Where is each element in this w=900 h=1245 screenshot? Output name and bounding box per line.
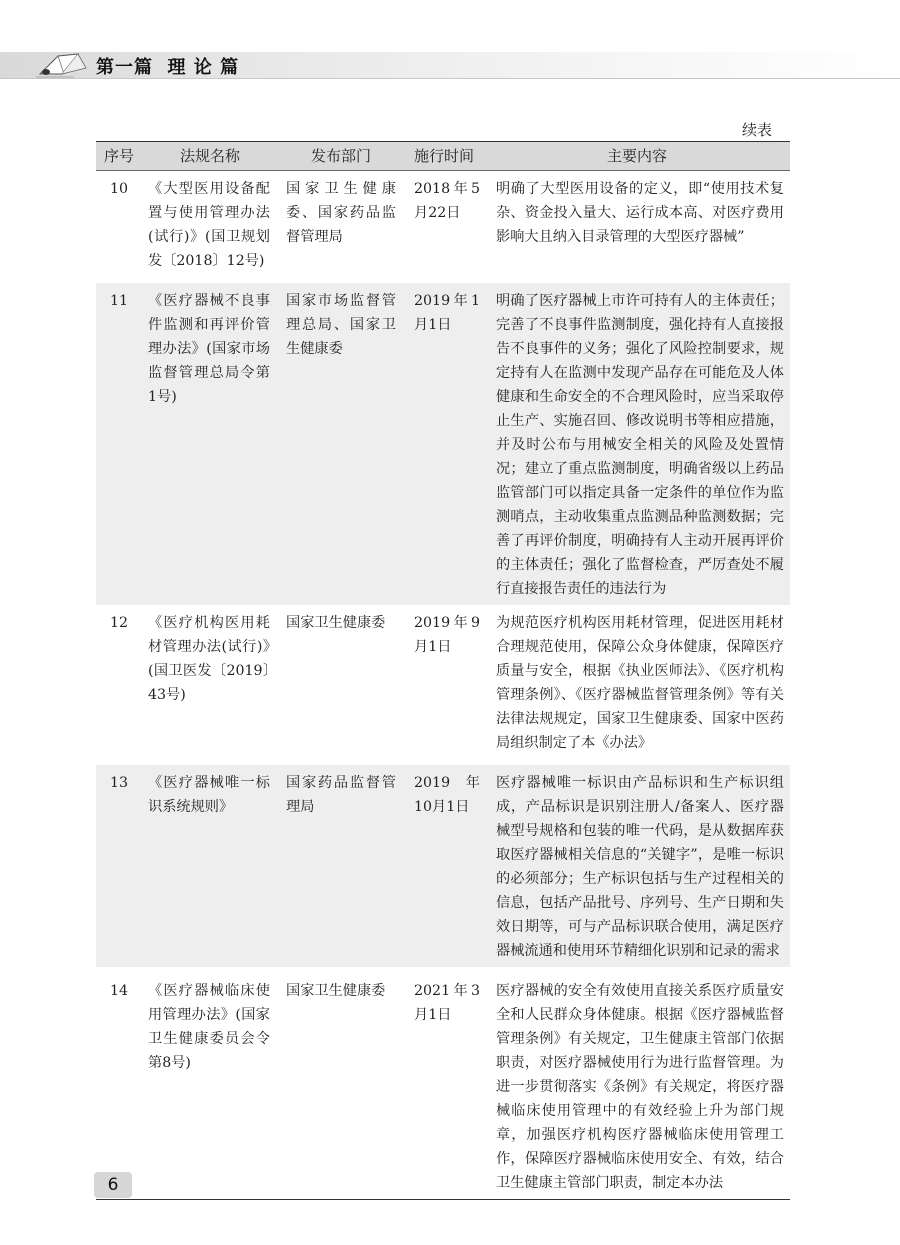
continued-label: 续表 [741, 121, 772, 139]
regulation-name: 《医疗器械唯一标识系统规则》 [142, 762, 278, 970]
page-header [0, 0, 900, 90]
col-header-dept: 发布部门 [278, 142, 404, 171]
regulation-name: 《医疗机构医用耗材管理办法(试行)》(国卫医发〔2019〕43号) [148, 615, 270, 703]
table-header-row [96, 142, 790, 171]
table-row [96, 762, 790, 970]
row-number: 10 [109, 181, 129, 197]
col-header-date: 施行时间 [404, 142, 484, 171]
effective-date: 2018年5月22日 [414, 181, 480, 221]
page-number: 6 [94, 1172, 132, 1198]
regulation-name: 《大型医用设备配置与使用管理办法(试行)》(国卫规划发〔2018〕12号) [148, 181, 270, 269]
row-number: 14 [96, 970, 142, 1200]
row-number: 12 [109, 615, 129, 631]
main-content: 明确了医疗器械上市许可持有人的主体责任；完善了不良事件监测制度，强化持有人直接报告不良事件的义务；强化了风险控制要求，规定持有人在监测中发现产品存在可能危及人体健康和生命安全的不合理风险时，应当采取停止生产、实施召回、修改说明书等相应措施，并及时公布与用械安全相关的风险及处置情况；建立了重点监测制度，明确省级以上药品监管部门可以指定具备一定条件的单位作为监测哨点，主动收集重点监测品种监测数据；完善了再评价制度，明确持有人主动开展再评价的主体责任；强化了监督检查，严厉查处不履行直接报告责任的违法行为 [484, 280, 790, 605]
issuing-department: 国家卫生健康委 [286, 615, 386, 631]
issuing-department: 国家药品监督管理局 [278, 762, 404, 970]
book-logo-icon [34, 44, 92, 84]
chapter-title: 第一篇 理 论 篇 [96, 57, 240, 78]
issuing-department: 国家卫生健康委 [278, 970, 404, 1200]
effective-date: 2019年1月1日 [404, 280, 484, 605]
regulations-table [96, 141, 790, 1200]
row-number: 13 [96, 762, 142, 970]
main-content: 医疗器械唯一标识由产品标识和生产标识组成，产品标识是识别注册人/备案人、医疗器械型号规格和包装的唯一代码，是从数据库获取医疗器械相关信息的“关键字”，是唯一标识的必须部分；生产标识包括与生产过程相关的信息，包括产品批号、序列号、生产日期和失效日期等，可与产品标识联合使用，满足医疗器械流通和使用环节精细化识别和记录的需求 [484, 762, 790, 970]
main-content: 为规范医疗机构医用耗材管理，促进医用耗材合理规范使用，保障公众身体健康，保障医疗质量与安全，根据《执业医师法》、《医疗机构管理条例》、《医疗器械监督管理条例》等有关法律法规规定，国家卫生健康委、国家中医药局组织制定了本《办法》 [496, 615, 784, 751]
col-header-content: 主要内容 [484, 142, 790, 171]
table-row [96, 970, 790, 1200]
table-row [96, 605, 790, 762]
issuing-department: 国家市场监督管理总局、国家卫生健康委 [278, 280, 404, 605]
row-number: 11 [96, 280, 142, 605]
effective-date: 2021年3月1日 [404, 970, 484, 1200]
effective-date: 2019年9月1日 [414, 615, 480, 655]
regulation-name: 《医疗器械临床使用管理办法》(国家卫生健康委员会令第8号) [142, 970, 278, 1200]
col-header-number: 序号 [96, 142, 142, 171]
regulation-name: 《医疗器械不良事件监测和再评价管理办法》(国家市场监督管理总局令第1号) [142, 280, 278, 605]
table-row [96, 280, 790, 605]
table-row [96, 171, 790, 281]
col-header-name: 法规名称 [142, 142, 278, 171]
issuing-department: 国家卫生健康委、国家药品监督管理局 [286, 181, 396, 245]
main-content: 医疗器械的安全有效使用直接关系医疗质量安全和人民群众身体健康。根据《医疗器械监督管理条例》有关规定，卫生健康主管部门依据职责，对医疗器械使用行为进行监督管理。为进一步贯彻落实《条例》有关规定，将医疗器械临床使用管理中的有效经验上升为部门规章，加强医疗机构医疗器械临床使用管理工作，保障医疗器械临床使用安全、有效，结合卫生健康主管部门职责，制定本办法 [484, 970, 790, 1200]
main-content: 明确了大型医用设备的定义，即“使用技术复杂、资金投入量大、运行成本高、对医疗费用影响大且纳入目录管理的大型医疗器械” [496, 181, 784, 245]
effective-date: 2019年10月1日 [404, 762, 484, 970]
